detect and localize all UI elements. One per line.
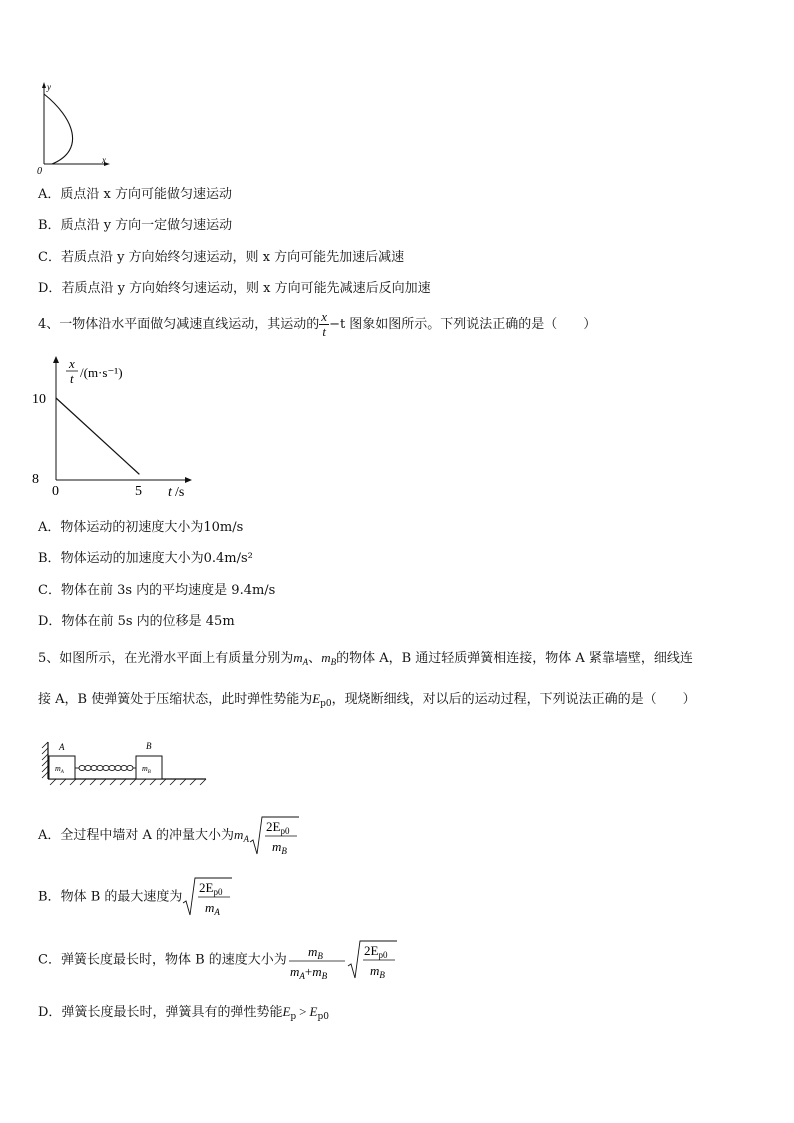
q5-sep: 、 [308, 651, 322, 666]
q5-mass-a-sub: A [302, 657, 309, 667]
q5-option-d-text: 弹簧长度最长时，弹簧具有的弹性势能 [61, 1005, 283, 1020]
q5-c-fraction [287, 938, 347, 982]
q5-option-b-label: B． [38, 889, 61, 905]
q4-x-tick-label: 5 [135, 484, 142, 499]
q4-option-b-text: 物体运动的加速度大小为0.4m/s² [60, 551, 253, 566]
q5-option-d [38, 1004, 329, 1025]
q5-option-a [38, 813, 299, 857]
q5-option-a-text: 全过程中墙对 A 的冲量大小为 [60, 828, 235, 843]
q4-option-a-label: A． [38, 520, 61, 535]
q5-stem-line2-b: ，现烧断细线，对以后的运动过程，下列说法正确的是（ ） [331, 692, 696, 707]
q3-option-b [38, 218, 232, 234]
q5-d-ep: E [282, 1004, 291, 1019]
q4-stem-before: 4、一物体沿水平面做匀减速直线运动，其运动的 [38, 317, 320, 332]
q3-option-c-label: C． [38, 250, 61, 265]
q5-stem-line1 [38, 650, 693, 670]
q4-stem [38, 308, 596, 342]
q5-option-b [38, 875, 232, 919]
q4-data-point [55, 397, 56, 398]
q5-ep0-sub: p0 [320, 699, 332, 709]
q4-stem-fraction [319, 310, 329, 339]
q4-chart-x-arrow [185, 477, 192, 483]
q5-block-b [136, 756, 162, 779]
q3-option-b-text: 质点沿 y 方向一定做匀速运动 [60, 218, 233, 233]
q4-option-b-label: B． [38, 551, 61, 566]
q5-option-c [38, 938, 397, 982]
q3-origin-label: 0 [37, 166, 42, 176]
q4-x-tick-label: 0 [52, 484, 59, 499]
q4-data-point [138, 473, 139, 474]
q4-option-c-text: 物体在前 3s 内的平均速度是 9.4m/s [60, 583, 276, 598]
q5-d-gt: > [299, 1004, 307, 1019]
q4-ylabel-num: x [69, 356, 75, 371]
q5-wall-hatch [42, 742, 48, 778]
q5-d-ep-sub: p [290, 1012, 297, 1022]
q5-block-a-label: A [59, 742, 65, 752]
q4-chart-marks [32, 392, 142, 499]
svg-text:mA+mB: $m_A+m_B$ [289, 964, 327, 981]
q5-block-a-mass: $m_A$ [55, 764, 64, 775]
q3-option-d [38, 281, 431, 297]
q5-b-sqrt [182, 875, 232, 919]
q3-option-a-text: 质点沿 x 方向可能做匀速运动 [60, 187, 232, 202]
svg-text:mB: $m_B$ [369, 963, 385, 980]
q4-chart-y-arrow [53, 356, 59, 363]
q4-option-d-label: D． [38, 614, 62, 629]
q5-floor-hatch [50, 779, 206, 785]
q5-stem-line1-b: 的物体 A，B 通过轻质弹簧相连接，物体 A 紧靠墙壁，细线连 [336, 651, 693, 666]
q5-option-c-label: C． [38, 952, 61, 968]
q5-option-a-label: A． [38, 828, 61, 843]
svg-text:mB: $m_B$ [271, 838, 287, 856]
q3-option-c [38, 250, 404, 266]
q4-y-tick-label: 8 [32, 472, 39, 487]
q5-option-c-text: 弹簧长度最长时，物体 B 的速度大小为 [60, 952, 287, 968]
q5-block-b-label: B [146, 741, 152, 751]
q4-chart-xlabel-unit: /s [175, 485, 185, 500]
q4-frac-num: x [321, 309, 328, 324]
svg-text:2Ep0: $2E_{p0}$ [265, 818, 290, 836]
q4-option-d [38, 614, 235, 630]
q3-option-d-text: 若质点沿 y 方向始终匀速运动，则 x 方向可能先减速后反向加速 [61, 281, 431, 296]
q5-stem-line2-a: 接 A，B 使弹簧处于压缩状态，此时弹性势能为 [38, 692, 313, 707]
q4-y-tick-label: 10 [32, 392, 46, 407]
q4-option-a-text: 物体运动的初速度大小为10m/s [60, 520, 244, 535]
q3-option-a [38, 187, 232, 203]
q5-stem-line2 [38, 691, 696, 712]
q3-y-label: y [47, 82, 51, 92]
q4-option-b [38, 551, 253, 567]
q4-option-d-text: 物体在前 5s 内的位移是 45m [61, 614, 235, 629]
q5-option-d-label: D． [38, 1005, 62, 1020]
svg-text:mA: $m_A$ [205, 900, 221, 917]
q4-ylabel-unit: /(m·s⁻¹) [80, 365, 123, 380]
q3-x-label: x [102, 155, 106, 165]
q5-option-b-text: 物体 B 的最大速度为 [60, 889, 183, 905]
q5-d-ep0-sub: p0 [317, 1012, 329, 1022]
svg-text:2Ep0: $2E_{p0}$ [199, 880, 223, 897]
q5-spring [75, 765, 136, 770]
q5-stem-line1-a: 5、如图所示，在光滑水平面上有质量分别为 [38, 651, 294, 666]
q3-option-d-label: D． [38, 281, 62, 296]
svg-text:mB: $m_B$ [307, 944, 323, 961]
q3-trajectory-figure [34, 80, 114, 176]
q4-option-c [38, 583, 275, 599]
q3-y-arrow [42, 82, 46, 88]
q4-stem-after: −t 图象如图所示。下列说法正确的是（ ） [329, 317, 597, 332]
q4-ylabel-den: t [70, 371, 74, 386]
q5-a-coef-sub: A [243, 834, 249, 844]
q3-option-c-text: 若质点沿 y 方向始终匀速运动，则 x 方向可能先加速后减速 [60, 250, 405, 265]
q4-chart-ylabel [66, 356, 123, 386]
q4-series-line-0 [56, 398, 139, 474]
q5-spring-figure [40, 738, 210, 788]
q5-a-coef: m [234, 827, 244, 842]
q5-mass-b-sub: B [330, 657, 337, 667]
q5-d-ep0: E [309, 1004, 318, 1019]
q5-c-sqrt [347, 938, 397, 982]
q4-option-a [38, 520, 243, 536]
q4-option-c-label: C． [38, 583, 61, 598]
q3-trajectory-curve [44, 94, 73, 164]
q5-ep0: E [312, 691, 321, 706]
q5-a-sqrt [249, 814, 299, 858]
q4-frac-den: t [322, 324, 326, 339]
q5-block-b-mass: $m_B$ [142, 764, 151, 775]
q4-chart-xlabel: t [168, 485, 172, 500]
svg-text:2Ep0: $2E_{p0}$ [363, 943, 388, 960]
q5-mass-a: m [293, 650, 303, 665]
q4-chart [28, 354, 198, 504]
q5-mass-b: m [321, 650, 331, 665]
q3-option-a-label: A． [38, 187, 61, 202]
q5-block-a [49, 756, 75, 779]
q3-option-b-label: B． [38, 218, 61, 233]
